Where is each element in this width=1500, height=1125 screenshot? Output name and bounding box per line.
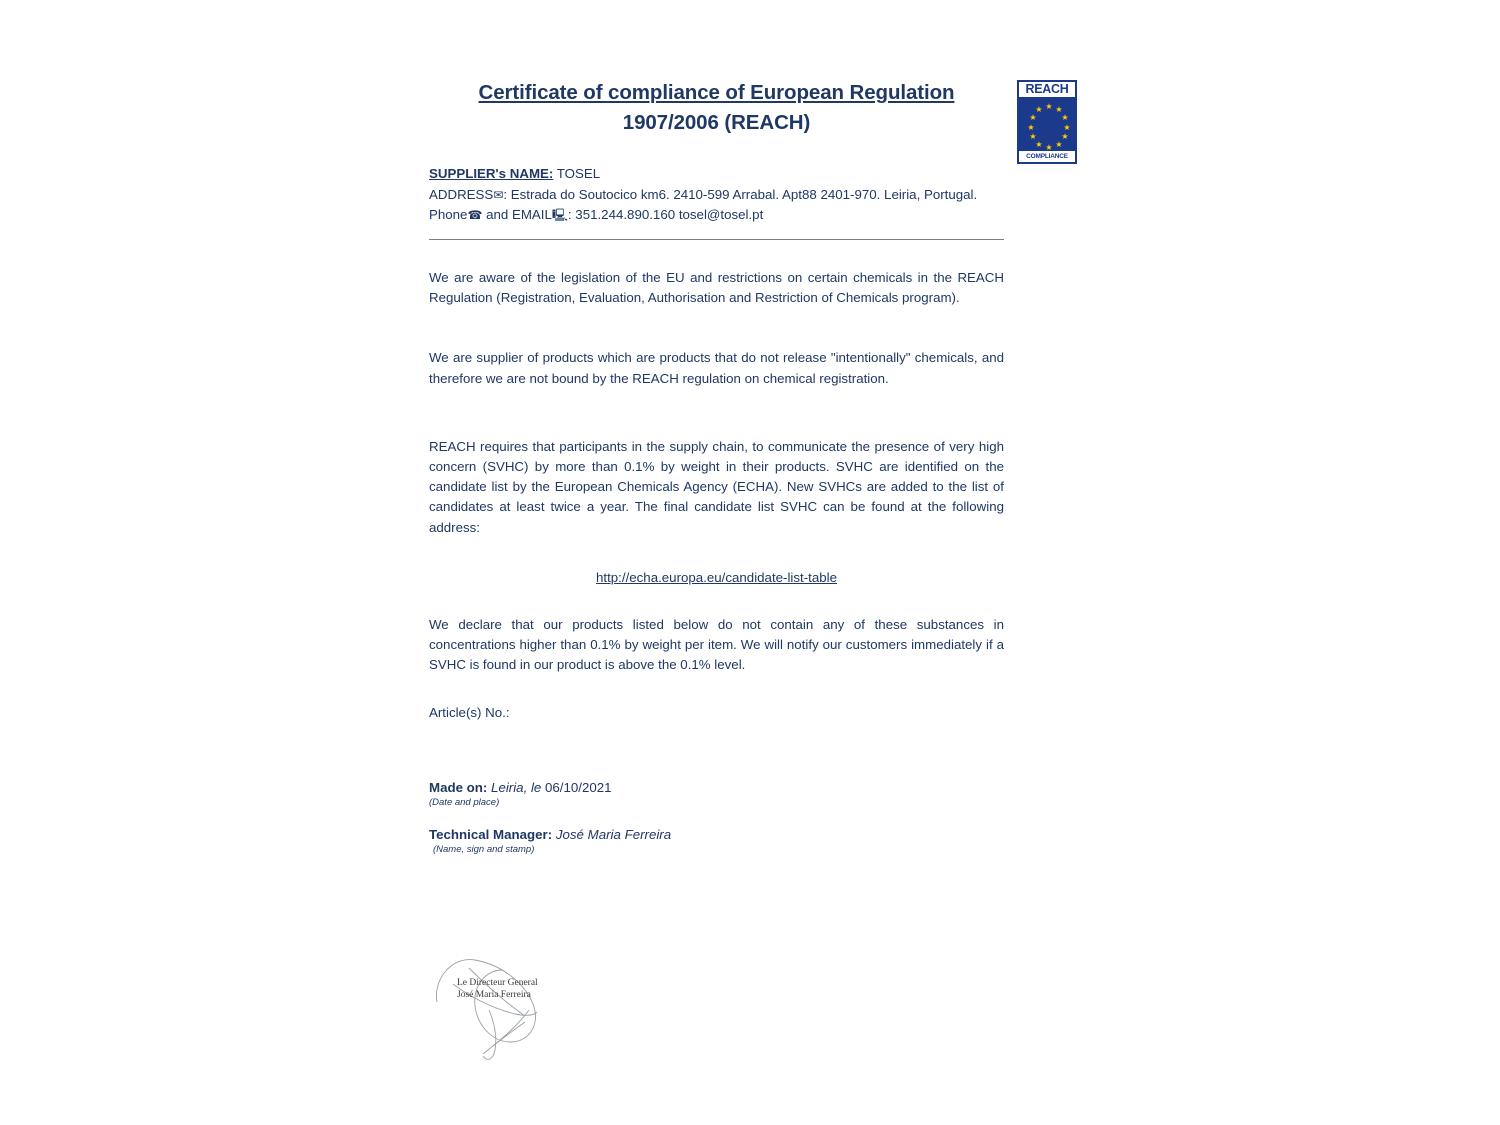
articles-number-label: Article(s) No.: [429,705,510,721]
technical-manager-line [429,827,1004,842]
supplier-contact-line [429,205,1004,225]
made-on-line [429,780,1004,795]
signature-text [457,978,538,1002]
supplier-name-value: TOSEL [553,166,601,182]
eu-flag-icon: ★ ★ ★ ★ ★ ★ ★ ★ ★ ★ ★ ★ [1019,98,1075,150]
supplier-name-label: SUPPLIER's NAME: [429,166,554,182]
envelope-icon: ✉ [493,187,504,202]
phone-label: Phone [429,206,468,222]
signature-svg [429,950,589,1060]
technical-manager-label: Technical Manager: [429,827,553,843]
signature-mark [429,950,589,1060]
monitor-icon: 🖳 [551,207,568,222]
technical-manager-name: José Maria Ferreira [552,827,672,843]
supplier-name-line [429,164,1004,184]
paragraph-supplier-statement: We are supplier of products which are products that do not release "intentionally" chemicals, and therefore we are not bound by the REACH regulation on chemical registration. [429,350,1004,386]
supplier-block [429,164,1004,225]
document-body [429,78,1004,855]
made-on-date: 06/10/2021 [545,780,612,796]
paragraph-legislation: We are aware of the legislation of the EU and restrictions on certain chemicals in the REACH Regulation (Registration, Evaluation, Authorisation and Restriction of Chemicals program). [429,270,1004,306]
contact-value: : 351.244.890.160 tosel@tosel.pt [567,206,764,222]
email-label: and EMAIL [482,206,552,222]
signature-line-1: Le Directeur General [457,978,538,988]
telephone-icon: ☎ [467,207,483,222]
technical-manager-note: (Name, sign and stamp) [433,844,535,856]
candidate-list-link[interactable]: http://echa.europa.eu/candidate-list-table [596,569,837,585]
reach-logo-subtitle: COMPLIANCE [1019,150,1075,162]
made-on-place: Leiria, le [487,780,546,796]
page-title-line-1: Certificate of compliance of European Regulation [478,81,955,104]
page-title [429,78,1004,137]
paragraph-declaration: We declare that our products listed below do not contain any of these substances in concentrations higher than 0.1% by weight per item. We will notify our customers immediately if a SVHC is found in our product is above the 0.1% level. [429,616,1004,673]
candidate-list-link-container [429,570,1004,585]
made-on-note: (Date and place) [429,797,500,809]
address-value: : Estrada do Soutocico km6. 2410-599 Arrabal. Apt88 2401-970. Leiria, Portugal. [503,186,978,202]
made-on-label: Made on: [429,780,488,796]
paragraph-svhc-requirements: REACH requires that participants in the supply chain, to communicate the presence of very high concern (SVHC) by more than 0.1% by weight in their products. SVHC are identified on the candidate list by the European Chemicals Agency (ECHA). New SVHCs are added to the list of candidates at least twice a year. The final candidate list SVHC can be found at the following address: [429,438,1004,535]
page-title-line-2: 1907/2006 (REACH) [622,110,811,134]
signature-line-2: José Maria Ferreira [457,989,531,1000]
address-label: ADDRESS [429,186,494,202]
supplier-address-line [429,185,1004,205]
reach-logo-title: REACH [1019,82,1075,98]
reach-compliance-logo [1017,80,1077,164]
